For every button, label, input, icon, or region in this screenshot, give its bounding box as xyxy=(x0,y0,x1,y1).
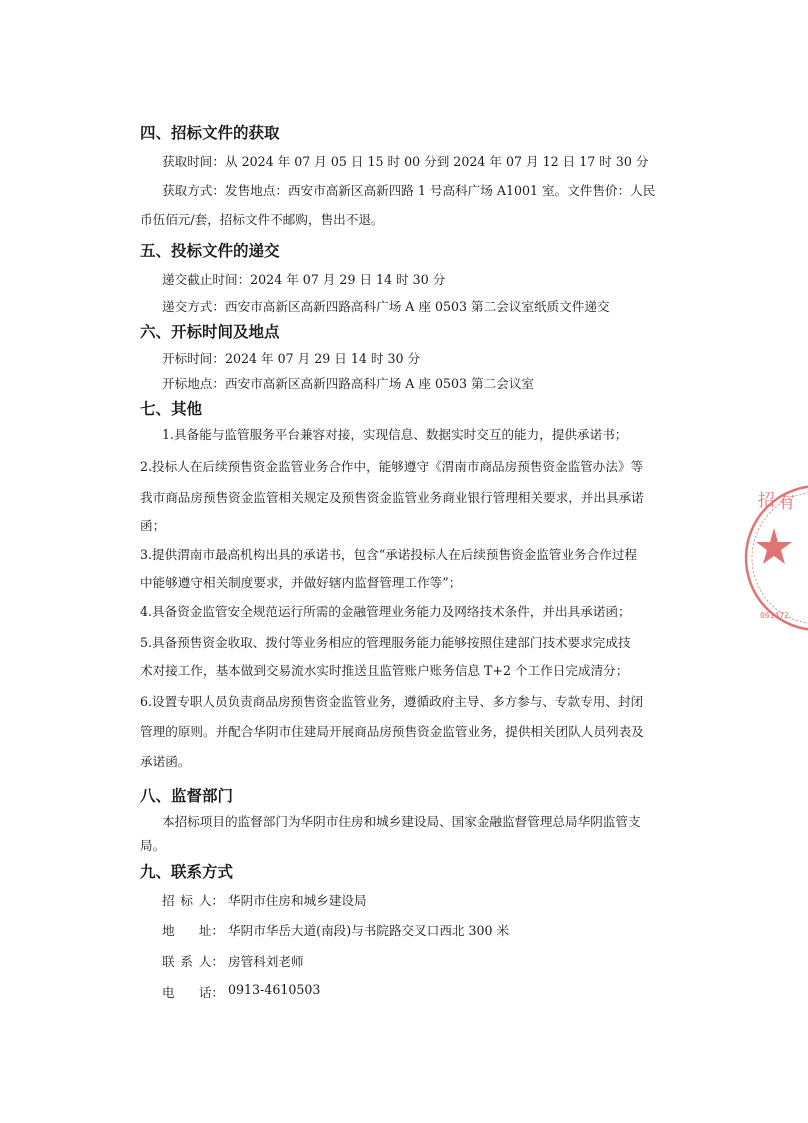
s7-item6-line2: 管理的原则。并配合华阴市住建局开展商品房预售资金监管业务，提供相关团队人员列表及 xyxy=(140,724,644,739)
s4-method-line1: 获取方式：发售地点：西安市高新区高新四路 1 号高科广场 A1001 室。文件售价：人民 xyxy=(162,183,656,198)
s4-time: 获取时间：从 2024 年 07 月 05 日 15 时 00 分到 2024 年 07 月 12 日 17 时 30 分 xyxy=(162,154,649,169)
heading-section-4: 四、招标文件的获取 xyxy=(140,124,280,142)
heading-section-7: 七、其他 xyxy=(140,400,203,418)
s8-line1: 本招标项目的监督部门为华阴市住房和城乡建设局、国家金融监督管理总局华阴监管支 xyxy=(162,814,641,829)
svg-text:061472: 061472 xyxy=(760,611,789,620)
svg-text:有: 有 xyxy=(778,493,795,513)
contact-value-person: 房管科刘老师 xyxy=(228,954,304,969)
heading-section-6: 六、开标时间及地点 xyxy=(140,323,280,341)
heading-section-9: 九、联系方式 xyxy=(140,863,234,881)
contact-label-person: 联 系 人： xyxy=(162,954,224,969)
heading-section-5: 五、投标文件的递交 xyxy=(140,242,280,260)
heading-section-8: 八、监督部门 xyxy=(140,787,234,805)
s8-line2: 局。 xyxy=(140,838,166,853)
contact-value-phone: 0913-4610503 xyxy=(228,982,321,997)
contact-label-address: 地 址： xyxy=(162,923,224,938)
s7-item1: 1.具备能与监管服务平台兼容对接，实现信息、数据实时交互的能力，提供承诺书； xyxy=(162,427,628,442)
s7-item2-line2: 我市商品房预售资金监管相关规定及预售资金监管业务商业银行管理相关要求，并出具承诺 xyxy=(140,490,644,505)
s7-item3-line1: 3.提供渭南市最高机构出具的承诺书，包含“承诺投标人在后续预售资金监管业务合作过程 xyxy=(140,547,638,562)
s7-item5-line2: 术对接工作，基本做到交易流水实时推送且监管账户账务信息 T+2 个工作日完成清分； xyxy=(140,663,629,678)
s6-place: 开标地点：西安市高新区高新四路高科广场 A 座 0503 第二会议室 xyxy=(162,376,535,391)
s5-method: 递交方式：西安市高新区高新四路高科广场 A 座 0503 第二会议室纸质文件递交 xyxy=(162,299,610,314)
contact-value-tenderer: 华阴市住房和城乡建设局 xyxy=(228,893,367,908)
s7-item3-line2: 中能够遵守相关制度要求，并做好辖内监督管理工作等”； xyxy=(140,575,462,590)
s7-item2-line1: 2.投标人在后续预售资金监管业务合作中，能够遵守《渭南市商品房预售资金监管办法》等 xyxy=(140,459,644,474)
s7-item2-line3: 函； xyxy=(140,518,166,533)
s5-deadline: 递交截止时间：2024 年 07 月 29 日 14 时 30 分 xyxy=(162,272,446,287)
official-seal-fragment xyxy=(748,468,808,648)
s7-item6-line1: 6.设置专职人员负责商品房预售资金监管业务，遵循政府主导、多方参与、专款专用、封闭 xyxy=(140,694,644,709)
s7-item4: 4.具备资金监管安全规范运行所需的金融管理业务能力及网络技术条件，并出具承诺函； xyxy=(140,604,631,619)
s7-item5-line1: 5.具备预售资金收取、拨付等业务相应的管理服务能力能够按照住建部门技术要求完成技 xyxy=(140,635,631,650)
contact-label-tenderer: 招 标 人： xyxy=(162,893,224,908)
seal-graphic xyxy=(748,468,808,648)
s7-item6-line3: 承诺函。 xyxy=(140,754,191,769)
contact-label-phone: 电 话： xyxy=(162,985,224,1000)
s4-method-line2: 币伍佰元/套，招标文件不邮购，售出不退。 xyxy=(140,212,384,227)
s6-time: 开标时间：2024 年 07 月 29 日 14 时 30 分 xyxy=(162,351,421,366)
contact-value-address: 华阴市华岳大道(南段)与书院路交叉口西北 300 米 xyxy=(228,923,510,938)
svg-text:招: 招 xyxy=(758,491,775,511)
